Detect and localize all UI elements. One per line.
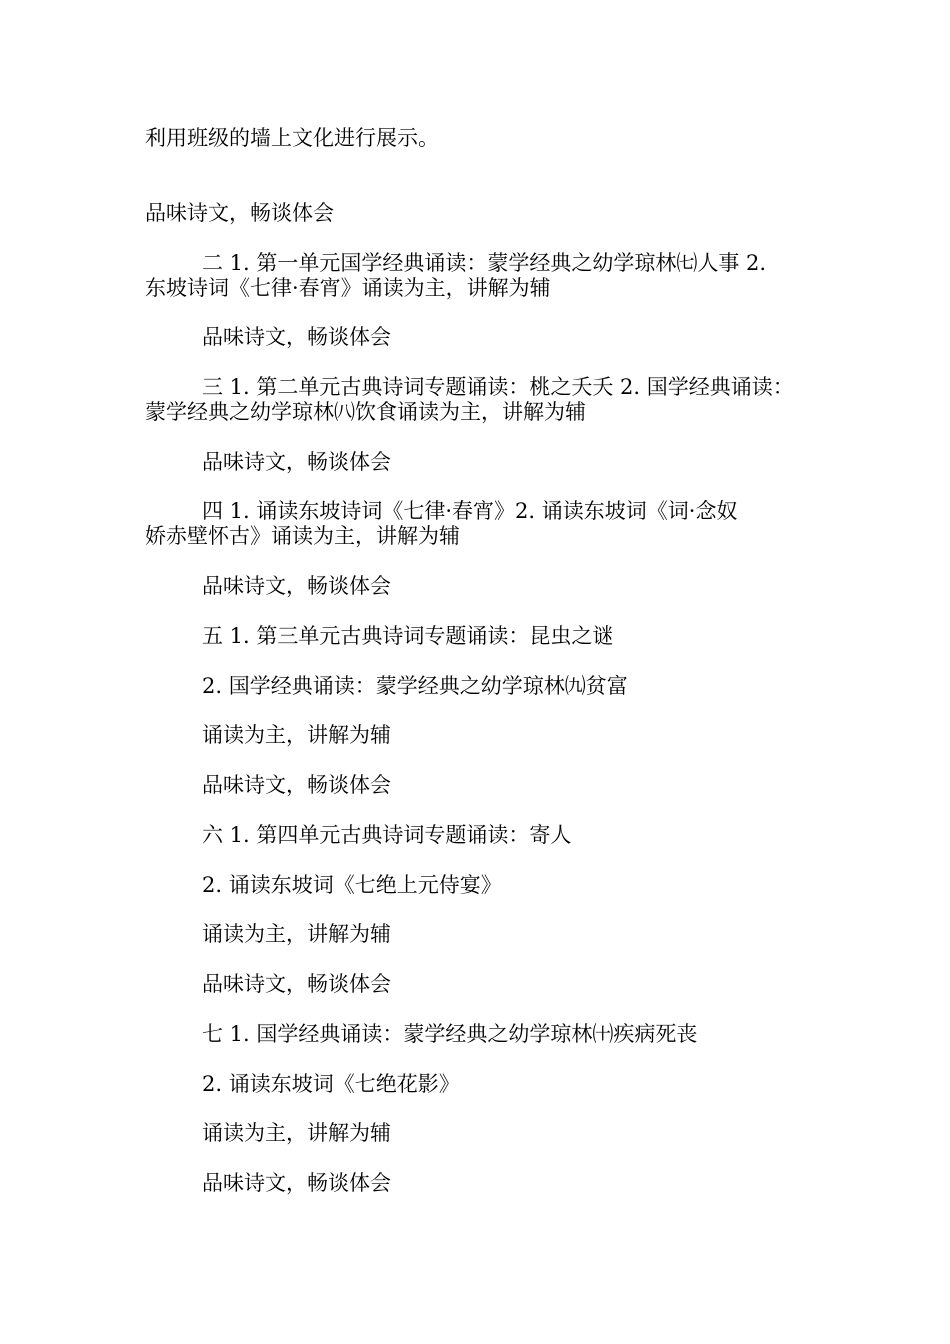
paragraph-item: 诵读为主，讲解为辅 <box>202 723 391 747</box>
paragraph-item: 2. 诵读东坡词《七绝花影》 <box>202 1072 460 1096</box>
paragraph-week-4 <box>145 499 815 549</box>
paragraph-wall-display: 利用班级的墙上文化进行展示。 <box>145 126 439 150</box>
paragraph-taste-poetry: 品味诗文，畅谈体会 <box>202 1171 391 1195</box>
paragraph-item: 2. 诵读东坡词《七绝上元侍宴》 <box>202 873 502 897</box>
paragraph-taste-poetry: 品味诗文，畅谈体会 <box>202 325 391 349</box>
paragraph-week-5: 五 1. 第三单元古典诗词专题诵读：昆虫之谜 <box>202 624 614 648</box>
paragraph-taste-poetry: 品味诗文，畅谈体会 <box>202 773 391 797</box>
paragraph-line: 二 1. 第一单元国学经典诵读：蒙学经典之幼学琼林㈦人事 2. <box>202 251 767 275</box>
paragraph-taste-poetry: 品味诗文，畅谈体会 <box>145 201 334 225</box>
paragraph-week-7: 七 1. 国学经典诵读：蒙学经典之幼学琼林㈩疾病死丧 <box>202 1022 698 1046</box>
paragraph-line: 蒙学经典之幼学琼林㈧饮食诵读为主，讲解为辅 <box>145 400 586 424</box>
paragraph-taste-poetry: 品味诗文，畅谈体会 <box>202 574 391 598</box>
paragraph-taste-poetry: 品味诗文，畅谈体会 <box>202 450 391 474</box>
paragraph-item: 诵读为主，讲解为辅 <box>202 922 391 946</box>
paragraph-week-3 <box>145 375 815 425</box>
paragraph-item: 诵读为主，讲解为辅 <box>202 1121 391 1145</box>
paragraph-line: 娇赤壁怀古》诵读为主，讲解为辅 <box>145 524 460 548</box>
paragraph-line: 东坡诗词《七律·春宵》诵读为主，讲解为辅 <box>145 276 551 300</box>
paragraph-week-6: 六 1. 第四单元古典诗词专题诵读：寄人 <box>202 823 572 847</box>
paragraph-line: 四 1. 诵读东坡诗词《七律·春宵》2. 诵读东坡词《词·念奴 <box>202 499 738 523</box>
paragraph-week-2 <box>145 251 815 301</box>
paragraph-item: 2. 国学经典诵读：蒙学经典之幼学琼林㈨贫富 <box>202 674 628 698</box>
paragraph-line: 三 1. 第二单元古典诗词专题诵读：桃之夭夭 2. 国学经典诵读： <box>202 375 794 399</box>
paragraph-taste-poetry: 品味诗文，畅谈体会 <box>202 972 391 996</box>
